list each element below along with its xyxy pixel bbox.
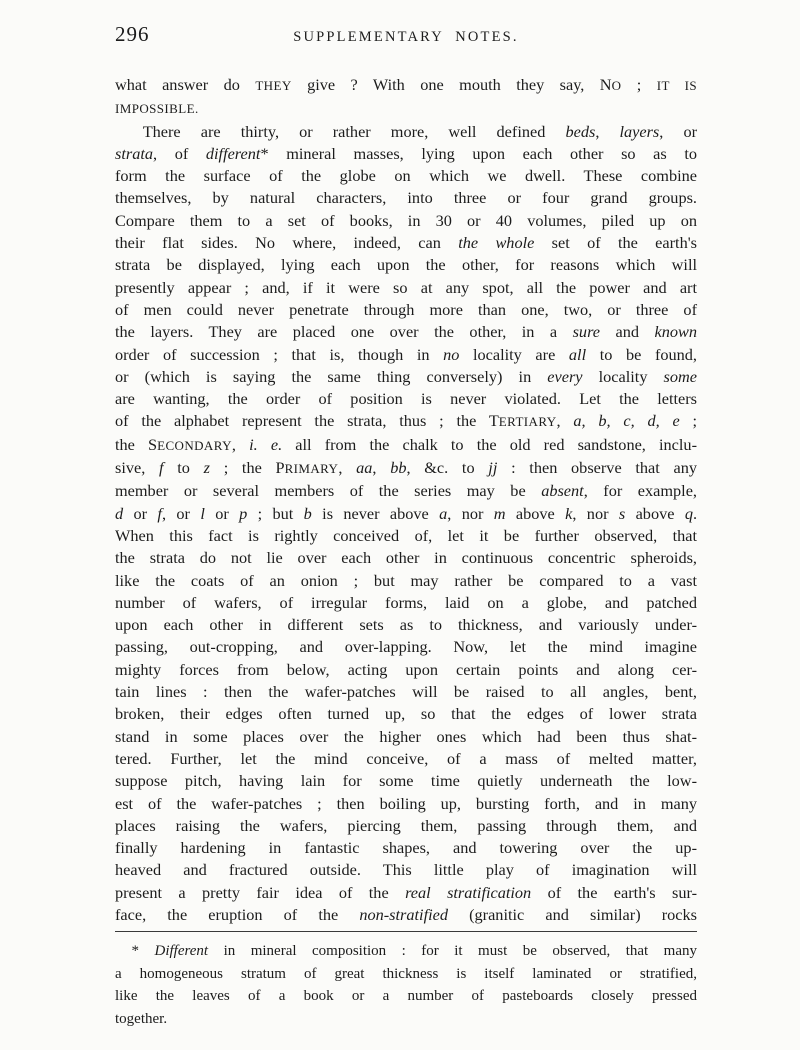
text-line: form the surface of the globe on which we dwell. These combine <box>115 166 697 186</box>
text-line: finally hardening in fantastic shapes, and towering over the up- <box>115 838 697 858</box>
text-line: sive, f to z ; the PRIMARY, aa, bb, &c. to jj : then observe that any <box>115 458 698 478</box>
footnote-text <box>115 940 697 1030</box>
text-line: d or f, or l or p ; but b is never above a, nor m above k, nor s above q. <box>115 503 698 523</box>
paragraph <box>115 74 697 121</box>
text-line: number of wafers, of irregular forms, laid on a globe, and patched <box>115 592 697 612</box>
text-line: presently appear ; and, if it were so at any spot, all the power and art <box>115 277 697 297</box>
text-line: * Different in mineral composition : for it must be observed, that many <box>131 943 698 960</box>
text-line: order of succession ; that is, though in no locality are all to be found, <box>115 344 697 364</box>
paragraph <box>115 940 697 1030</box>
paragraph <box>115 121 697 927</box>
text-line: mighty forces from below, acting upon certain points and along cer- <box>115 659 697 679</box>
text-line: heaved and fractured outside. This little play of imagination will <box>115 860 697 880</box>
text-line: est of the wafer-patches ; then boiling up, bursting forth, and in many <box>115 793 697 813</box>
text-line: broken, their edges often turned up, so that the edges of lower strata <box>115 704 697 724</box>
text-line: the SECONDARY, i. e. all from the chalk to the old red sandstone, inclu- <box>115 434 697 454</box>
text-line: their flat sides. No where, indeed, can the whole set of the earth's <box>115 233 697 253</box>
text-line: of the alphabet represent the strata, thus ; the TERTIARY, a, b, c, d, e ; <box>115 411 697 431</box>
footnote-rule <box>115 931 697 932</box>
text-line: or (which is saying the same thing conversely) in every locality some <box>115 366 698 386</box>
text-line: strata be displayed, lying each upon the other, for reasons which will <box>115 255 697 275</box>
text-line: like the coats of an onion ; but may rather be compared to a vast <box>115 570 697 590</box>
text-block <box>115 22 698 1031</box>
text-line: Compare them to a set of books, in 30 or 40 volumes, piled up on <box>115 210 697 230</box>
text-line: themselves, by natural characters, into three or four grand groups. <box>115 188 697 208</box>
text-line: face, the eruption of the non-stratified (granitic and similar) rocks <box>115 904 698 924</box>
text-line: the layers. They are placed one over the other, in a sure and known <box>115 322 697 342</box>
text-line: member or several members of the series may be absent, for example, <box>115 481 697 501</box>
text-line: are wanting, the order of position is never violated. Let the letters <box>115 389 697 409</box>
text-line: tered. Further, let the mind conceive, of a mass of melted matter, <box>115 748 697 768</box>
text-line: present a pretty fair idea of the real stratification of the earth's sur- <box>115 882 697 902</box>
text-line: suppose pitch, having lain for some time quietly underneath the low- <box>115 771 697 791</box>
body-text <box>115 74 697 926</box>
text-line: the strata do not lie over each other in continuous concentric spheroids, <box>115 548 697 568</box>
text-line: There are thirty, or rather more, well defined beds, layers, or <box>142 121 698 141</box>
text-line: passing, out-cropping, and over-lapping. Now, let the mind imagine <box>115 637 697 657</box>
text-line: stand in some places over the higher ones which had been thus shat- <box>115 726 697 746</box>
text-line: of men could never penetrate through more than one, two, or three of <box>115 299 697 319</box>
text-line: a homogeneous stratum of great thickness is itself laminated or stratified, <box>115 965 697 982</box>
text-line: tain lines : then the wafer-patches will be raised to all angles, bent, <box>115 682 697 702</box>
page-header <box>115 22 697 50</box>
text-line: When this fact is rightly conceived of, let it be further observed, that <box>115 525 697 545</box>
text-line: upon each other in different sets as to thickness, and variously under- <box>115 615 697 635</box>
text-line: IMPOSSIBLE. <box>115 101 199 117</box>
text-line: together. <box>115 1011 168 1028</box>
text-line: strata, of different* mineral masses, lying upon each other so as to <box>115 143 697 163</box>
text-line: places raising the wafers, piercing them, passing through them, and <box>115 815 697 835</box>
text-line: like the leaves of a book or a number of pasteboards closely pressed <box>115 988 697 1005</box>
page-number: 296 <box>115 22 150 46</box>
text-line: what answer do THEY give ? With one mouth they say, NO ; IT IS <box>115 75 697 94</box>
running-header: SUPPLEMENTARY NOTES. <box>293 29 519 45</box>
